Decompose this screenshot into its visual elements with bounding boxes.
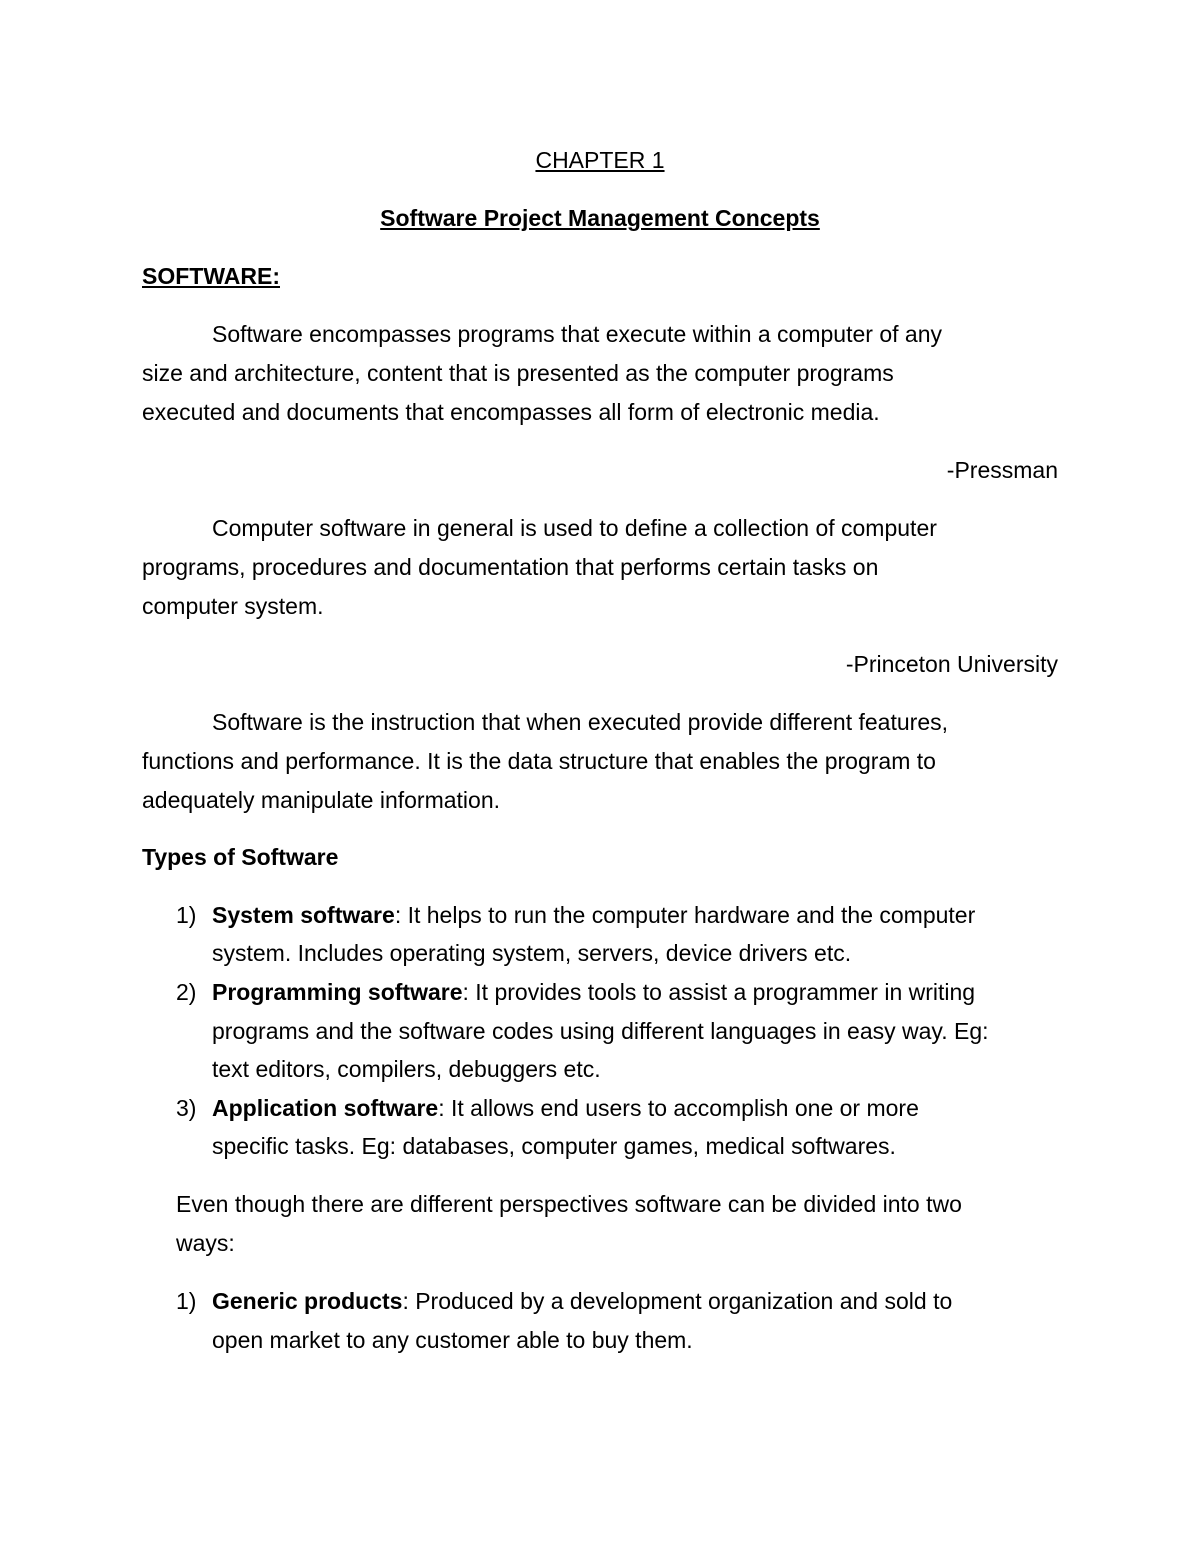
perspectives-line-2: ways:	[176, 1230, 235, 1256]
list-item-text: : Produced by a development organization and sold to	[402, 1288, 953, 1314]
list-item-continuation: specific tasks. Eg: databases, computer games, medical softwares.	[212, 1133, 896, 1159]
definition-3-line-1: Software is the instruction that when executed provide different features,	[212, 709, 948, 735]
list-item-term: Programming software	[212, 979, 463, 1005]
list-item-term: System software	[212, 902, 395, 928]
list-item-text: : It helps to run the computer hardware and the computer	[394, 902, 976, 928]
list-item-number: 1)	[176, 1288, 197, 1314]
list-item	[212, 978, 975, 1006]
chapter-heading: CHAPTER 1	[535, 147, 665, 173]
definition-2-line-3: computer system.	[142, 593, 324, 619]
list-item	[212, 901, 975, 929]
definition-1-line-3: executed and documents that encompasses all form of electronic media.	[142, 399, 880, 425]
definition-2-line-1: Computer software in general is used to define a collection of computer	[212, 515, 937, 541]
definition-3-line-2: functions and performance. It is the data structure that enables the program to	[142, 748, 936, 774]
definition-1-line-1: Software encompasses programs that execute within a computer of any	[212, 321, 942, 347]
list-item-number: 3)	[176, 1095, 197, 1121]
list-item-term: Application software	[212, 1095, 439, 1121]
list-item	[212, 1287, 952, 1315]
definition-2-source: -Princeton University	[845, 651, 1058, 677]
definition-1-line-2: size and architecture, content that is presented as the computer programs	[142, 360, 894, 386]
list-item-continuation: text editors, compilers, debuggers etc.	[212, 1056, 601, 1082]
definition-2-line-2: programs, procedures and documentation that performs certain tasks on	[142, 554, 879, 580]
definition-1-source: -Pressman	[946, 457, 1058, 483]
perspectives-line-1: Even though there are different perspectives software can be divided into two	[176, 1191, 962, 1217]
list-item-text: : It allows end users to accomplish one or more	[438, 1095, 919, 1121]
list-item-continuation: programs and the software codes using different languages in easy way. Eg:	[212, 1018, 989, 1044]
list-item-continuation: open market to any customer able to buy them.	[212, 1327, 693, 1353]
list-item	[212, 1094, 919, 1122]
list-item-continuation: system. Includes operating system, servers, device drivers etc.	[212, 940, 852, 966]
list-item-term: Generic products	[212, 1288, 403, 1314]
list-item-number: 1)	[176, 902, 197, 928]
list-item-number: 2)	[176, 979, 197, 1005]
list-item-text: : It provides tools to assist a programmer in writing	[462, 979, 976, 1005]
types-heading: Types of Software	[142, 844, 339, 870]
document-title: Software Project Management Concepts	[380, 205, 820, 231]
section-heading: SOFTWARE:	[142, 263, 280, 289]
definition-3-line-3: adequately manipulate information.	[142, 787, 501, 813]
